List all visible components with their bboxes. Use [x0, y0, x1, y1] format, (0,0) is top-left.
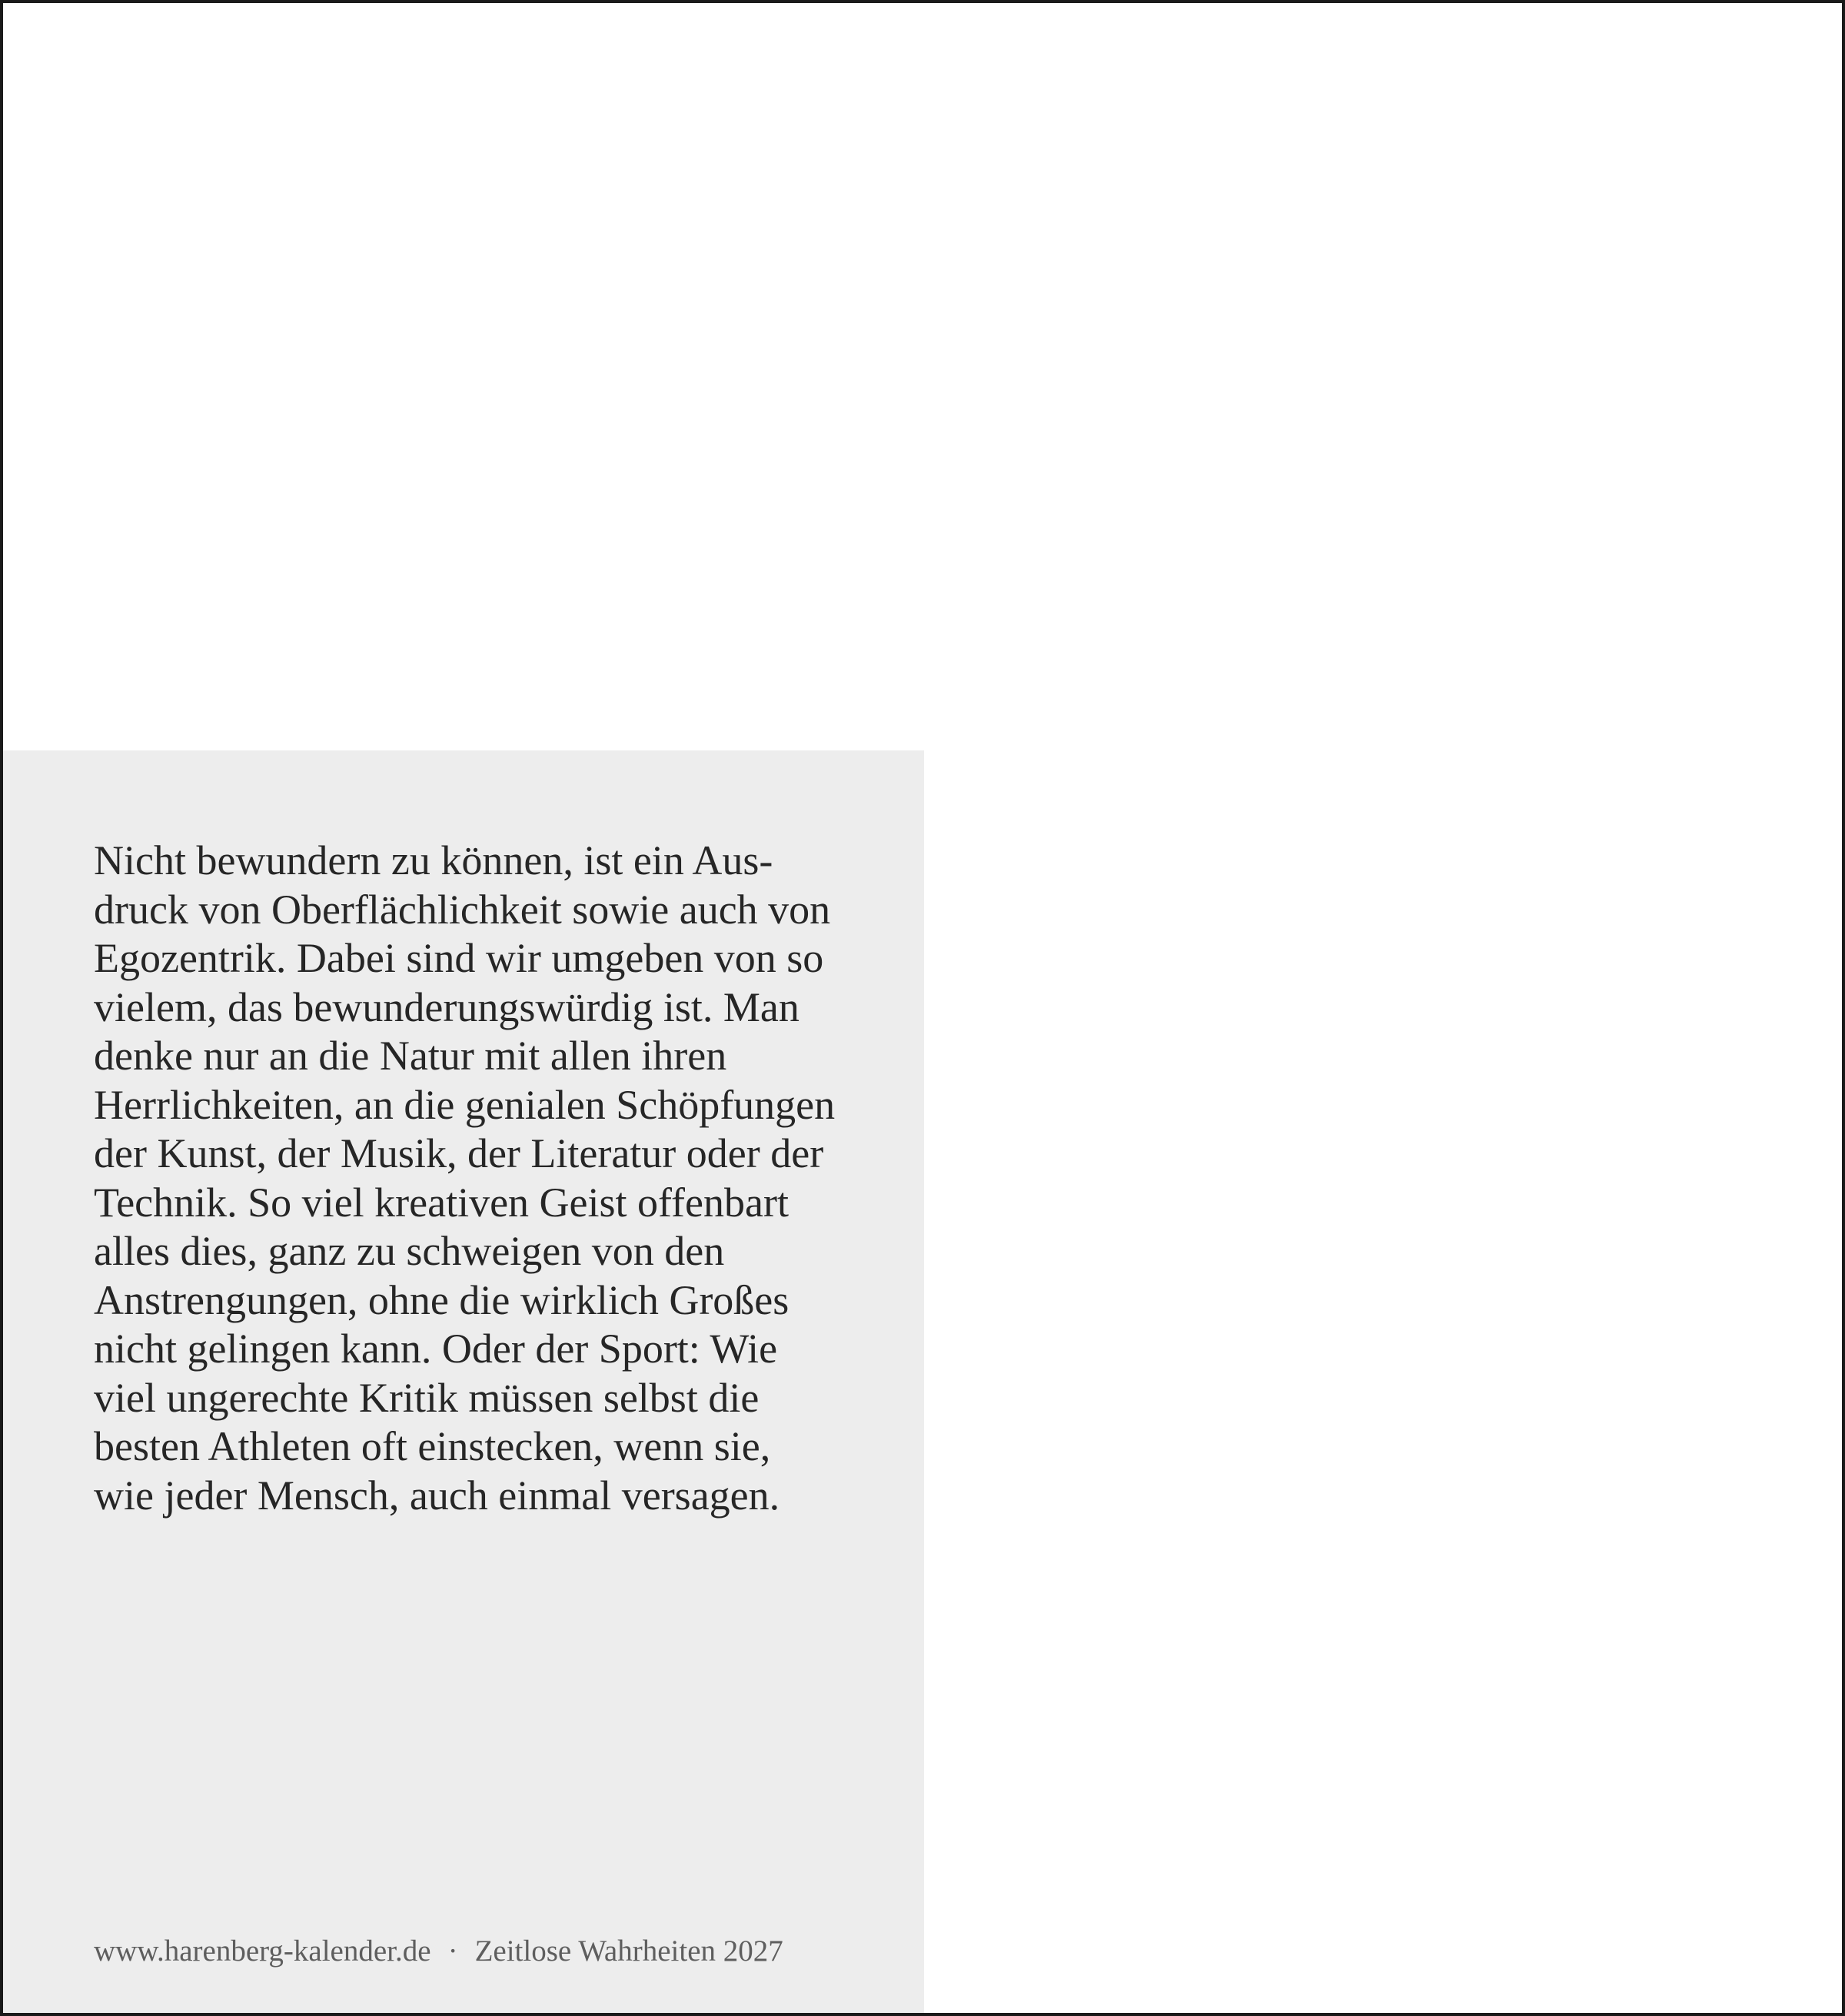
calendar-title: Zeitlose Wahrheiten 2027: [474, 1934, 783, 1968]
quote-line: Anstrengungen, ohne die wirklich Großes: [94, 1276, 790, 1323]
footer-separator: ·: [447, 1934, 458, 1968]
quote-line: wie jeder Mensch, auch einmal versagen.: [94, 1472, 780, 1519]
quote-line: viel ungerechte Kritik müssen selbst die: [94, 1374, 760, 1421]
quote-line: druck von Oberflächlichkeit sowie auch von: [94, 886, 831, 933]
quote-line: besten Athleten oft einstecken, wenn sie,: [94, 1423, 771, 1469]
quote-text: [94, 837, 893, 1520]
quote-line: denke nur an die Natur mit allen ihren: [94, 1033, 727, 1079]
quote-line: Herrlichkeiten, an die genialen Schöpfungen: [94, 1081, 836, 1128]
quote-line: alles dies, ganz zu schweigen von den: [94, 1228, 725, 1274]
quote-line: Nicht bewundern zu können, ist ein Aus-: [94, 837, 773, 883]
quote-line: vielem, das bewunderungswürdig ist. Man: [94, 983, 800, 1030]
page-footer: [94, 1933, 909, 1970]
quote-line: der Kunst, der Musik, der Literatur oder der: [94, 1130, 824, 1176]
quote-line: Egozentrik. Dabei sind wir umgeben von so: [94, 935, 824, 981]
website-link: www.harenberg-kalender.de: [94, 1934, 431, 1968]
quote-line: nicht gelingen kann. Oder der Sport: Wie: [94, 1326, 778, 1372]
quote-line: Technik. So viel kreativen Geist offenbart: [94, 1179, 789, 1226]
